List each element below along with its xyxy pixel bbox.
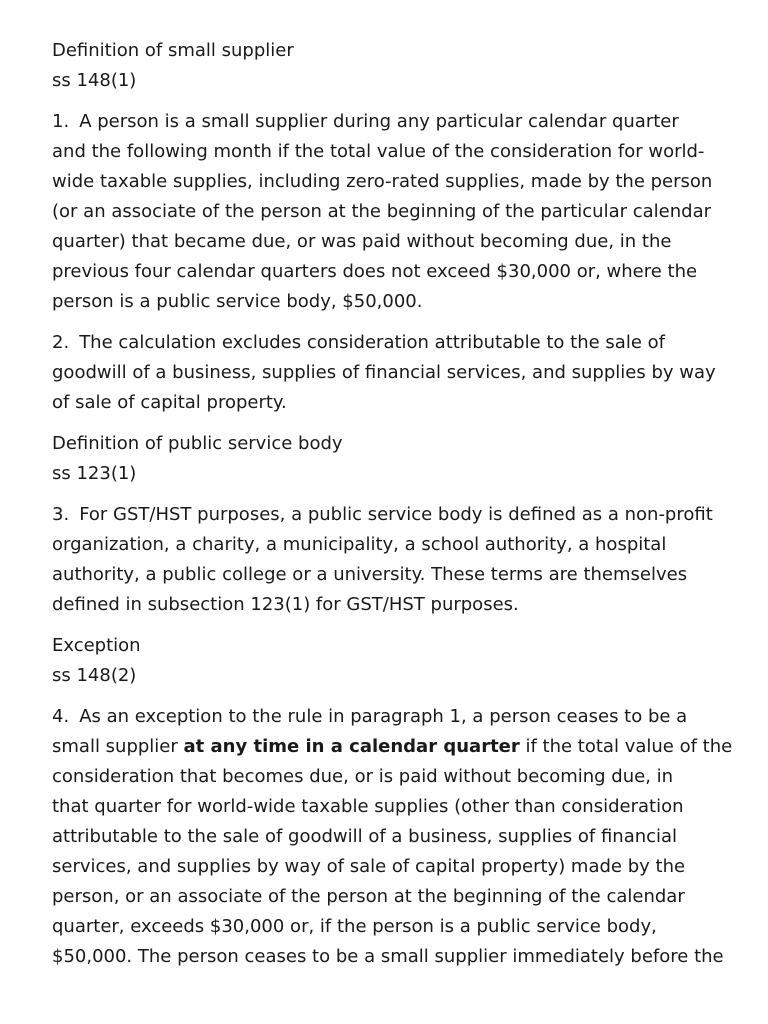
- paragraph-line: $50,000. The person ceases to be a small supplier immediately before the: [52, 946, 724, 967]
- paragraph-2: [52, 328, 752, 418]
- paragraph-line: [52, 328, 752, 358]
- paragraph-number: 3.: [52, 504, 70, 525]
- paragraph-line: and the following month if the total value of the consideration for world-: [52, 141, 705, 162]
- section-header-exception: [52, 631, 752, 691]
- bold-emphasis: at any time in a calendar quarter: [183, 736, 520, 757]
- paragraph-line: quarter, exceeds $30,000 or, if the person is a public service body,: [52, 916, 657, 937]
- paragraph-text: For GST/HST purposes, a public service body is defined as a non-profit: [79, 504, 713, 525]
- paragraph-line: defined in subsection 123(1) for GST/HST purposes.: [52, 594, 519, 615]
- paragraph-line: of sale of capital property.: [52, 392, 287, 413]
- section-heading: Definition of small supplier: [52, 40, 294, 61]
- paragraph-text: small supplier: [52, 736, 184, 757]
- paragraph-line: previous four calendar quarters does not exceed $30,000 or, where the: [52, 261, 698, 282]
- document-page: [52, 36, 752, 983]
- paragraph-1: [52, 107, 752, 317]
- section-reference: ss 148(2): [52, 665, 137, 686]
- paragraph-line: [52, 732, 752, 762]
- paragraph-line: [52, 107, 752, 137]
- paragraph-line: wide taxable supplies, including zero-rated supplies, made by the person: [52, 171, 713, 192]
- paragraph-line: consideration that becomes due, or is paid without becoming due, in: [52, 766, 674, 787]
- paragraph-4: [52, 702, 752, 972]
- section-heading: Definition of public service body: [52, 433, 343, 454]
- paragraph-line: goodwill of a business, supplies of financial services, and supplies by way: [52, 362, 716, 383]
- paragraph-line: services, and supplies by way of sale of capital property) made by the: [52, 856, 686, 877]
- paragraph-text: A person is a small supplier during any particular calendar quarter: [79, 111, 679, 132]
- paragraph-3: [52, 500, 752, 620]
- paragraph-number: 4.: [52, 706, 70, 727]
- section-header-small-supplier: [52, 36, 752, 96]
- paragraph-number: 2.: [52, 332, 70, 353]
- paragraph-line: organization, a charity, a municipality, a school authority, a hospital: [52, 534, 667, 555]
- paragraph-line: [52, 500, 752, 530]
- paragraph-line: [52, 702, 752, 732]
- paragraph-line: attributable to the sale of goodwill of a business, supplies of financial: [52, 826, 678, 847]
- paragraph-line: authority, a public college or a university. These terms are themselves: [52, 564, 688, 585]
- paragraph-line: quarter) that became due, or was paid without becoming due, in the: [52, 231, 672, 252]
- paragraph-text: The calculation excludes consideration attributable to the sale of: [79, 332, 665, 353]
- paragraph-number: 1.: [52, 111, 70, 132]
- paragraph-text: As an exception to the rule in paragraph 1, a person ceases to be a: [79, 706, 688, 727]
- paragraph-line: person, or an associate of the person at the beginning of the calendar: [52, 886, 685, 907]
- paragraph-line: that quarter for world-wide taxable supplies (other than consideration: [52, 796, 684, 817]
- paragraph-line: person is a public service body, $50,000.: [52, 291, 423, 312]
- section-header-public-service-body: [52, 429, 752, 489]
- section-heading: Exception: [52, 635, 141, 656]
- section-reference: ss 123(1): [52, 463, 137, 484]
- section-reference: ss 148(1): [52, 70, 137, 91]
- paragraph-text: if the total value of the: [519, 736, 733, 757]
- paragraph-line: (or an associate of the person at the beginning of the particular calendar: [52, 201, 711, 222]
